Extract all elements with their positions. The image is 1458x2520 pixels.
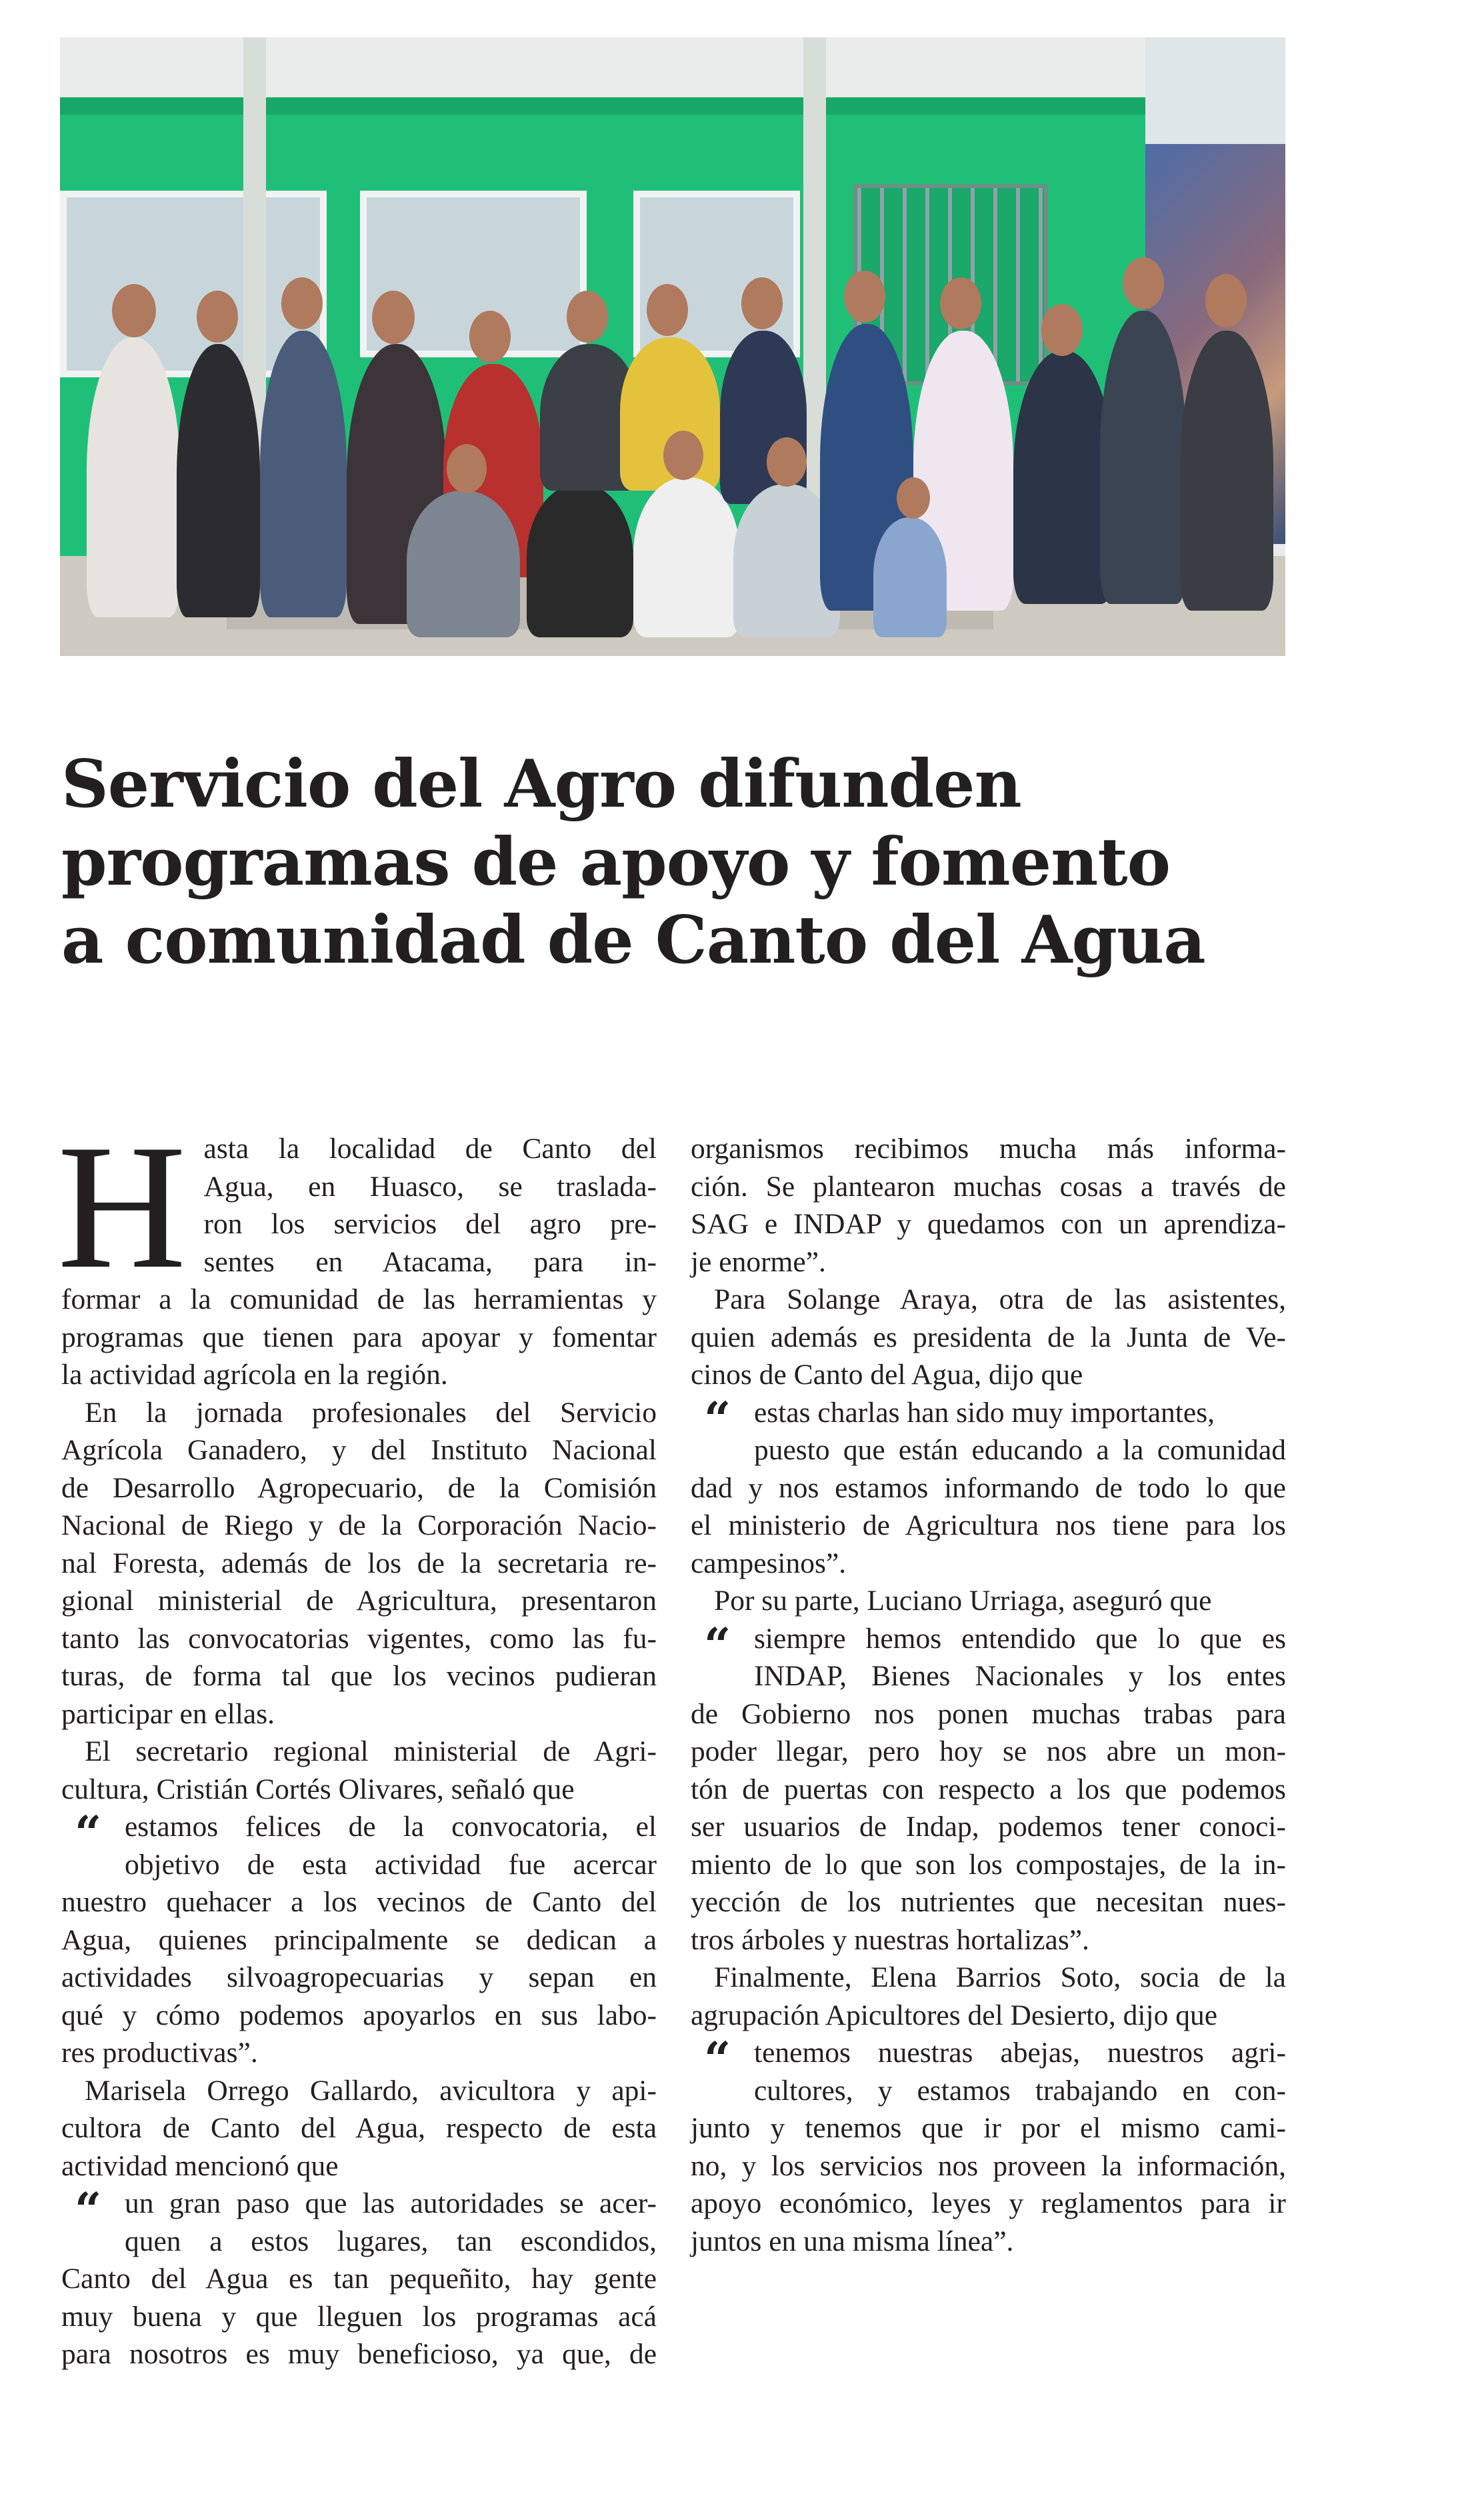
person-head [897, 477, 930, 519]
person [873, 517, 947, 637]
text-line: Para Solange Araya, otra de las asistentes, [714, 1283, 1286, 1315]
quote-mark-icon: “ [704, 2031, 731, 2087]
text-line: campesinos”. [691, 1547, 847, 1579]
text-line: SAG e INDAP y quedamos con un aprendiza- [691, 1208, 1286, 1240]
quote-mark-icon: “ [75, 1805, 102, 1861]
text-line: poder llegar, pero hoy se nos abre un mon- [691, 1735, 1286, 1767]
text-line: Finalmente, Elena Barrios Soto, socia de la [714, 1961, 1286, 1993]
person [1013, 351, 1113, 604]
person-head [1123, 257, 1164, 309]
person-head [197, 291, 238, 343]
person [1100, 311, 1187, 604]
person [1180, 331, 1273, 611]
text-line: tanto las convocatorias vigentes, como las fu- [61, 1622, 657, 1655]
person [177, 344, 260, 617]
person-head [372, 291, 415, 344]
quote-mark-icon: “ [75, 2182, 102, 2237]
text-line: agrupación Apicultores del Desierto, dijo que [691, 1999, 1218, 2031]
text-line: de Desarrollo Agropecuario, de la Comisión [61, 1471, 657, 1504]
text-line: quen a estos lugares, tan escondidos, [125, 2225, 657, 2257]
text-line: quien además es presidenta de la Junta de Ve- [691, 1321, 1286, 1353]
headline-line: Servicio del Agro difunden [61, 746, 1021, 823]
text-line: En la jornada profesionales del Servicio [85, 1396, 657, 1429]
text-line: nuestro quehacer a los vecinos de Canto del [61, 1886, 657, 1918]
group-photo [60, 37, 1285, 656]
person-head [844, 271, 885, 323]
text-line: dad y nos estamos informando de todo lo que [691, 1471, 1286, 1504]
text-line: nal Foresta, además de los de la secretaria re- [61, 1547, 657, 1579]
text-line: programas que tienen para apoyar y fomentar [61, 1321, 657, 1353]
text-line: turas, de forma tal que los vecinos pudieran [61, 1660, 657, 1692]
text-line: Agrícola Ganadero, y del Instituto Nacional [61, 1434, 657, 1466]
text-line: apoyo económico, leyes y reglamentos para ir [691, 2187, 1286, 2219]
quote-block [61, 1805, 657, 2072]
text-line: muy buena y que lleguen los programas acá [61, 2300, 657, 2333]
text-line: El secretario regional ministerial de Agri- [85, 1735, 657, 1767]
text-line: de Gobierno nos ponen muchas trabas para [691, 1697, 1286, 1730]
text-line: estas charlas han sido muy importantes, [754, 1396, 1215, 1429]
text-line: para nosotros es muy beneficioso, ya que, de [61, 2338, 657, 2370]
text-line: qué y cómo podemos apoyarlos en sus labo- [61, 1999, 657, 2031]
text-line: participar en ellas. [61, 1697, 275, 1730]
person [407, 491, 520, 637]
text-line: tón de puertas con respecto a los que podemos [691, 1773, 1286, 1805]
article-column-right [691, 1130, 1286, 2260]
text-line: actividades silvoagropecuarias y sepan en [61, 1961, 657, 1993]
text-line: Agua, en Huasco, se traslada- [203, 1170, 657, 1203]
text-line: Por su parte, Luciano Urriaga, aseguró que [714, 1585, 1212, 1617]
text-line: je enorme”. [691, 1245, 826, 1278]
text-line: un gran paso que las autoridades se acer- [125, 2187, 657, 2219]
text-line: cultora de Canto del Agua, respecto de esta [61, 2112, 657, 2144]
headline-line: programas de apoyo y fomento [61, 824, 1170, 901]
person-head [112, 284, 156, 337]
person-head [1041, 304, 1083, 356]
person-head [1205, 274, 1247, 327]
text-line: la actividad agrícola en la región. [61, 1359, 448, 1391]
text-line: puesto que están educando a la comunidad [754, 1434, 1286, 1466]
article-headline [61, 745, 1328, 979]
person-head [767, 437, 807, 487]
quote-mark-icon: “ [704, 1617, 731, 1673]
text-line: miento de lo que son los compostajes, de la in- [691, 1848, 1286, 1881]
text-line: sentes en Atacama, para in- [203, 1245, 657, 1278]
article-column-left [57, 1107, 657, 2373]
quote-block [691, 1391, 1286, 1583]
text-line: objetivo de esta actividad fue acercar [125, 1848, 657, 1881]
quote-block [691, 1617, 1286, 1959]
text-line: Nacional de Riego y de la Corporación Nacio- [61, 1509, 657, 1541]
person-head [447, 444, 487, 493]
sky [1145, 37, 1285, 144]
quote-mark-icon: “ [704, 1391, 731, 1447]
person-head [940, 277, 981, 329]
person-head [663, 431, 703, 480]
text-line: ron los servicios del agro pre- [203, 1208, 657, 1240]
text-line: formar a la comunidad de las herramientas y [61, 1283, 657, 1315]
text-line: siempre hemos entendido que lo que es [754, 1622, 1286, 1655]
text-line: organismos recibimos mucha más informa- [691, 1133, 1286, 1165]
text-line: actividad mencionó que [61, 2149, 339, 2182]
text-line: asta la localidad de Canto del [203, 1133, 657, 1165]
text-line: tros árboles y nuestras hortalizas”. [691, 1923, 1089, 1956]
quote-block [61, 2182, 657, 2373]
person-head [281, 277, 323, 329]
text-line: juntos en una misma línea”. [691, 2225, 1014, 2257]
text-line: Agua, quienes principalmente se dedican a [61, 1923, 657, 1956]
person-head [741, 277, 783, 329]
headline-line: a comunidad de Canto del Agua [61, 902, 1205, 979]
quote-block [691, 2031, 1286, 2260]
text-line: res productivas”. [61, 2037, 258, 2069]
person [527, 484, 633, 637]
text-line: Canto del Agua es tan pequeñito, hay gente [61, 2263, 657, 2295]
person-head [567, 291, 608, 343]
text-line: ción. Se plantearon muchas cosas a través de [691, 1170, 1286, 1203]
person-head [469, 311, 511, 363]
text-line: el ministerio de Agricultura nos tiene para los [691, 1509, 1286, 1541]
text-line: cinos de Canto del Agua, dijo que [691, 1359, 1083, 1391]
person [260, 331, 347, 617]
text-line: cultores, y estamos trabajando en con- [754, 2074, 1286, 2107]
text-line: yección de los nutrientes que necesitan nues- [691, 1886, 1286, 1918]
text-line: cultura, Cristián Cortés Olivares, señaló que [61, 1773, 575, 1805]
text-line: gional ministerial de Agricultura, presentaron [61, 1585, 657, 1617]
text-line: no, y los servicios nos proveen la información, [691, 2149, 1286, 2182]
drop-cap: H [57, 1107, 187, 1305]
building-eave [60, 37, 1160, 97]
person-head [647, 284, 688, 336]
text-line: tenemos nuestras abejas, nuestros agri- [754, 2037, 1286, 2069]
person [87, 337, 180, 617]
text-line: Marisela Orrego Gallardo, avicultora y api- [85, 2074, 657, 2107]
person [633, 477, 740, 637]
text-line: INDAP, Bienes Nacionales y los entes [754, 1660, 1286, 1692]
text-line: ser usuarios de Indap, podemos tener conoci- [691, 1811, 1286, 1843]
text-line: estamos felices de la convocatoria, el [125, 1811, 657, 1843]
building-band [60, 97, 1160, 115]
text-line: junto y tenemos que ir por el mismo cami- [691, 2112, 1286, 2144]
